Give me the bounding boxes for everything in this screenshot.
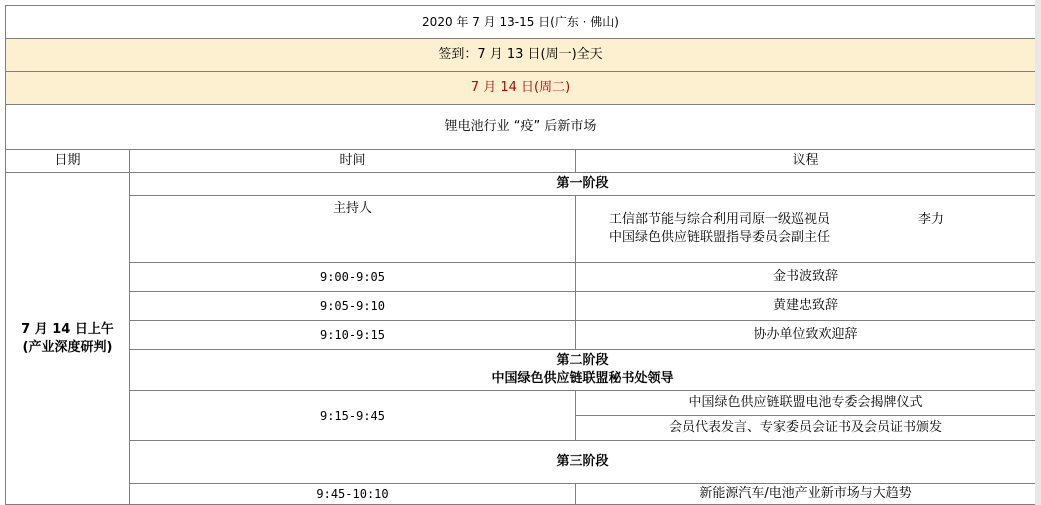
agenda-table xyxy=(5,5,1036,505)
stage-3-title: 第三阶段 xyxy=(130,441,1036,484)
item-agenda: 黄建忠致辞 xyxy=(576,292,1036,321)
item-time: 9:05-9:10 xyxy=(130,292,576,321)
stage-2-agenda-1: 中国绿色供应链联盟电池专委会揭牌仪式 xyxy=(576,391,1036,416)
host-title-line1: 工信部节能与综合利用司原一级巡视员 xyxy=(609,212,831,227)
scrollbar-track[interactable] xyxy=(1035,0,1041,505)
item-agenda: 金书波致辞 xyxy=(576,263,1036,292)
day-row: 7 月 14 日(周二) xyxy=(6,72,1036,105)
stage-3-agenda: 新能源汽车/电池产业新市场与大趋势 xyxy=(576,484,1036,505)
host-info xyxy=(576,196,1036,263)
item-time: 9:00-9:05 xyxy=(130,263,576,292)
stage-2-host: 中国绿色供应链联盟秘书处领导 xyxy=(491,371,674,386)
session-type: (产业深度研判) xyxy=(22,339,113,355)
table-row xyxy=(6,484,1036,505)
stage-1-title: 第一阶段 xyxy=(130,173,1036,196)
stage-2-agenda-2: 会员代表发言、专家委员会证书及会员证书颁发 xyxy=(576,416,1036,441)
session-date: 7 月 14 日上午 xyxy=(21,321,114,337)
header-agenda: 议程 xyxy=(576,150,1036,173)
forum-topic: 锂电池行业 “疫” 后新市场 xyxy=(6,105,1036,150)
table-row xyxy=(6,321,1036,350)
table-row xyxy=(6,292,1036,321)
host-label: 主持人 xyxy=(130,196,576,263)
header-time: 时间 xyxy=(130,150,576,173)
item-time: 9:10-9:15 xyxy=(130,321,576,350)
host-title-line2: 中国绿色供应链联盟指导委员会副主任 xyxy=(609,230,831,245)
session-date-cell xyxy=(6,173,130,505)
stage-3-time: 9:45-10:10 xyxy=(130,484,576,505)
header-date: 日期 xyxy=(6,150,130,173)
item-agenda: 协办单位致欢迎辞 xyxy=(576,321,1036,350)
signin-row: 签到：7 月 13 日(周一)全天 xyxy=(6,39,1036,72)
event-title: 2020 年 7 月 13-15 日(广东 · 佛山) xyxy=(6,6,1036,39)
host-name: 李力 xyxy=(918,212,945,227)
stage-2-title: 第二阶段 xyxy=(556,353,609,368)
table-row xyxy=(6,263,1036,292)
stage-2-time: 9:15-9:45 xyxy=(130,391,576,441)
stage-2-title-cell xyxy=(130,350,1036,391)
